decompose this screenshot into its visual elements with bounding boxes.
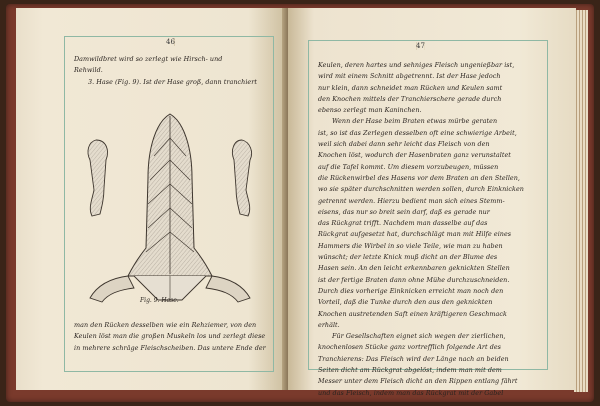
hare-hind-leg-right [206,276,250,302]
text-line: Hasen sein. An den leicht erkennbaren geknickten Stellen [318,264,510,273]
page-edges [574,10,588,392]
text-line: getrennt werden. Hierzu bedient man sich eines Stemm- [318,196,505,205]
text-line: man den Rücken desselben wie ein Rehziemer, von den [74,321,257,329]
left-page-bottom-text [74,320,270,354]
text-line: nur klein, dann schneidet man Rücken und Keulen samt [318,83,503,92]
text-line: Wenn der Hase beim Braten etwas mürbe geraten [332,117,498,126]
text-line: Rehwild. [74,66,103,75]
text-line: erhält. [318,320,340,329]
left-page-top-text [74,54,270,88]
hare-hind-leg-left [90,276,134,302]
right-page-text [318,60,540,399]
text-line: Seiten dicht am Rückgrat abgelöst, indem man mit dem [318,366,502,375]
text-line: Knochen austretenden Saft einen kräftigeren Geschmack [318,309,507,318]
text-line: das Rückgrat trifft. Nachdem man dasselbe auf das [318,219,488,228]
text-line: Messer unter dem Fleisch dicht an den Rippen entlang fährt [318,377,518,386]
text-line: ist der fertige Braten dann ohne Mühe durchzuschneiden. [318,275,510,284]
text-line: wo sie später durchschnitten werden sollen, durch Einknicken [318,185,524,194]
text-line: Durch dies vorherige Einknicken erreicht man noch den [318,286,504,295]
text-line: Knochen löst, wodurch der Hasenbraten ganz verunstaltet [318,151,511,160]
text-line: die Rückenwirbel des Hasens vor dem Braten an den Stellen, [318,173,520,182]
left-page-number: 46 [166,38,175,46]
figure-caption: Fig. 9. Hase. [140,297,179,304]
left-page [16,8,286,390]
text-line: eisens, das nur so breit sein darf, daß es gerade nur [318,207,490,216]
text-line: auf die Tafel kommt. Um diesem vorzubeugen, müssen [318,162,499,171]
text-line: Tranchierens: Das Fleisch wird der Länge nach an beiden [318,354,509,363]
text-line: knochenlosen Stücke ganz vortrefflich folgende Art des [318,343,502,352]
right-page [288,8,576,397]
text-line: Hammers die Wirbel in so viele Teile, wie man zu haben [318,241,503,250]
hare-illustration [78,108,262,312]
text-line: weil sich dabei dann sehr leicht das Fleisch von den [318,140,490,149]
text-line: Für Gesellschaften eignet sich wegen der zierlichen, [332,332,506,341]
text-line: Keulen löst man die großen Muskeln los und zerlegt diese [74,332,266,341]
text-line: Damwildbret wird so zerlegt wie Hirsch- und [74,55,223,63]
text-line: ebenso zerlegt man Kaninchen. [318,106,422,115]
text-line: Vorteil, daß die Tunke durch den aus den geknickten [318,298,493,307]
text-line: wird mit einem Schnitt abgetrennt. Ist der Hase jedoch [318,72,501,81]
text-line: Keulen, deren hartes und sehniges Fleisch ungenießbar ist, [318,61,515,69]
text-line: ist, so ist das Zerlegen desselben oft eine schwierige Arbeit, [318,128,517,137]
text-line: 3. Hase (Fig. 9). Ist der Hase groß, dann tranchiert [88,77,257,86]
text-line: den Knochen mittels der Tranchierschere gerade durch [318,94,502,103]
text-line: in mehrere schräge Fleischscheiben. Das untere Ende der [74,343,266,352]
text-line: und das Fleisch, indem man das Rückgrat mit der Gabel [318,388,504,397]
text-line: wünscht; der letzte Knick muß dicht an der Blume des [318,253,498,262]
text-line: Rückgrat aufgesetzt hat, durchschlägt man mit Hilfe eines [318,230,512,239]
right-page-number: 47 [416,42,425,50]
